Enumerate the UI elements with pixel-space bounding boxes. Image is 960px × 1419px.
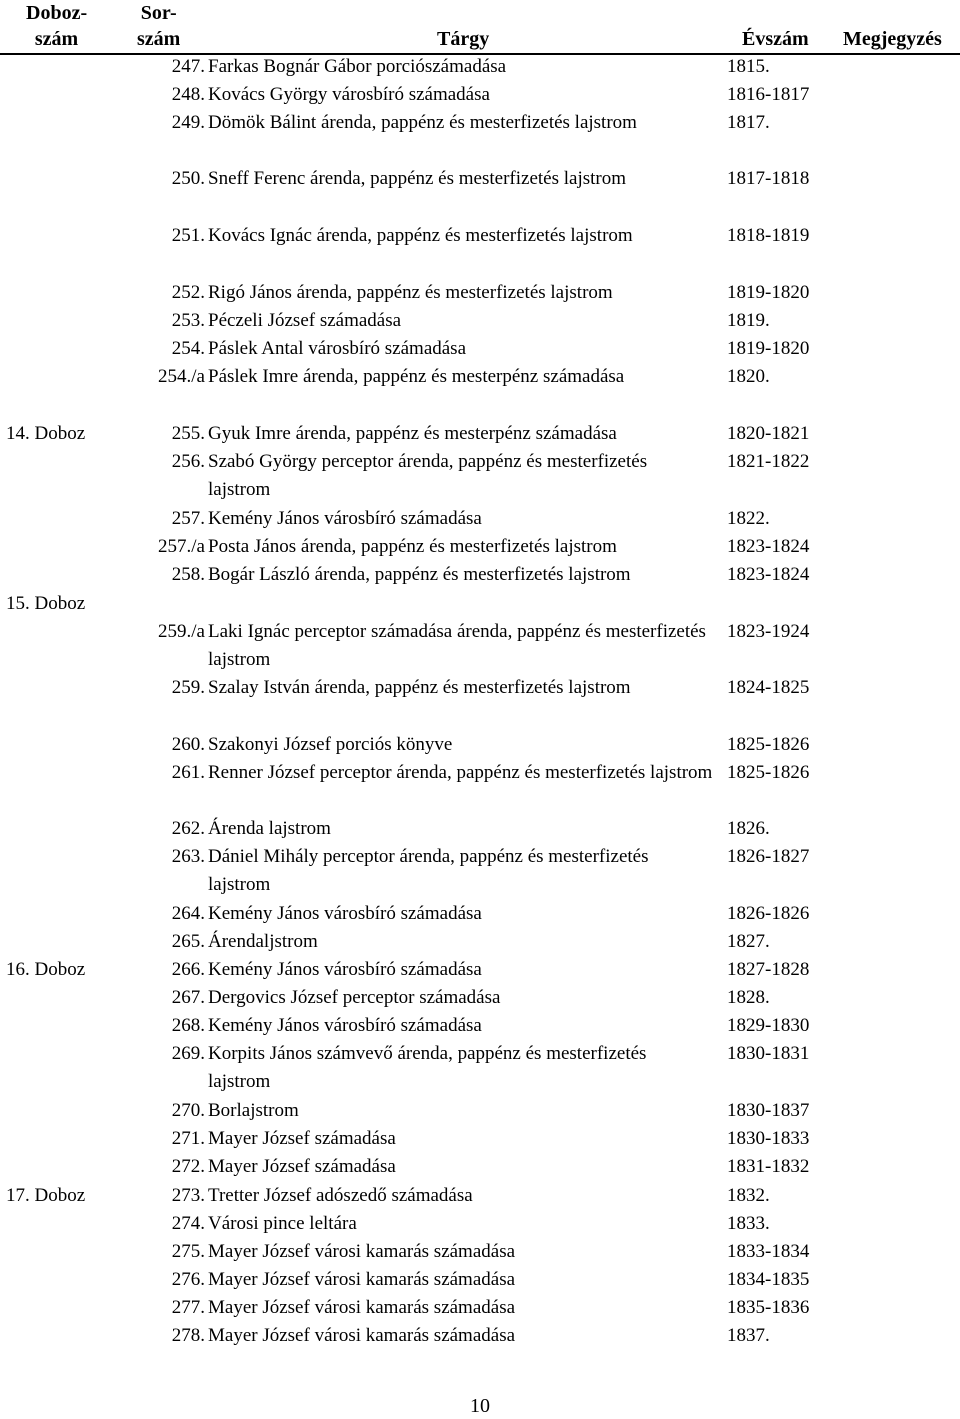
row-subject: Dániel Mihály perceptor árenda, pappénz és mesterfizetés lajstrom	[208, 846, 649, 895]
row-year: 1835-1836	[727, 1297, 810, 1318]
row-year: 1832.	[727, 1185, 770, 1206]
row-number: 255.	[171, 423, 205, 444]
header-seq-line1: Sor-	[140, 2, 177, 24]
header-note: Megjegyzés	[843, 28, 942, 50]
row-year: 1829-1830	[727, 1015, 810, 1036]
row-year: 1833-1834	[727, 1241, 810, 1262]
row-year: 1821-1822	[727, 451, 810, 472]
page-number: 10	[470, 1395, 490, 1417]
row-number: 258.	[171, 564, 205, 585]
row-year: 1824-1825	[727, 677, 810, 698]
box-label: 15. Doboz	[6, 593, 86, 614]
row-number: 252.	[171, 282, 205, 303]
row-year: 1830-1833	[727, 1128, 810, 1149]
row-number: 267.	[171, 987, 205, 1008]
row-number: 259.	[171, 677, 205, 698]
row-number: 260.	[171, 734, 205, 755]
row-subject: Péczeli József számadása	[208, 310, 402, 331]
row-subject: Sneff Ferenc árenda, pappénz és mesterfizetés lajstrom	[208, 168, 626, 189]
row-subject: Renner József perceptor árenda, pappénz és mesterfizetés lajstrom	[208, 762, 713, 783]
row-number: 254./a	[158, 366, 205, 387]
row-number: 250.	[171, 168, 205, 189]
row-number: 257.	[171, 508, 205, 529]
row-year: 1826-1826	[727, 903, 810, 924]
row-number: 253.	[171, 310, 205, 331]
row-subject: Laki Ignác perceptor számadása árenda, pappénz és mesterfizetés lajstrom	[208, 621, 706, 670]
row-year: 1825-1826	[727, 734, 810, 755]
row-number: 256.	[171, 451, 205, 472]
row-number: 261.	[171, 762, 205, 783]
header-box-col	[26, 0, 87, 52]
row-number: 265.	[171, 931, 205, 952]
header-seq-line2: szám	[137, 28, 181, 50]
row-subject: Mayer József városi kamarás számadása	[208, 1269, 516, 1290]
row-subject: Kemény János városbíró számadása	[208, 903, 482, 924]
row-number: 269.	[171, 1043, 205, 1064]
row-year: 1830-1831	[727, 1043, 810, 1064]
row-number: 276.	[171, 1269, 205, 1290]
row-number: 248.	[171, 84, 205, 105]
row-subject: Bogár László árenda, pappénz és mesterfizetés lajstrom	[208, 564, 631, 585]
header-box-line2: szám	[34, 28, 79, 50]
row-number: 266.	[171, 959, 205, 980]
row-number: 257./a	[158, 536, 205, 557]
row-number: 249.	[171, 112, 205, 133]
row-number: 262.	[171, 818, 205, 839]
row-year: 1819-1820	[727, 282, 810, 303]
row-number: 272.	[171, 1156, 205, 1177]
row-year: 1827.	[727, 931, 770, 952]
row-number: 270.	[171, 1100, 205, 1121]
row-subject: Tretter József adószedő számadása	[208, 1185, 473, 1206]
header-seq-col	[137, 0, 180, 52]
row-year: 1819.	[727, 310, 770, 331]
row-year: 1833.	[727, 1213, 770, 1234]
row-subject: Városi pince leltára	[208, 1213, 357, 1234]
row-number: 251.	[171, 225, 205, 246]
row-year: 1815.	[727, 56, 770, 77]
box-label: 14. Doboz	[6, 423, 86, 444]
row-subject: Posta János árenda, pappénz és mesterfizetés lajstrom	[208, 536, 617, 557]
row-subject: Korpits János számvevő árenda, pappénz és mesterfizetés lajstrom	[208, 1043, 647, 1092]
row-year: 1826.	[727, 818, 770, 839]
row-subject: Páslek Imre árenda, pappénz és mesterpénz számadása	[208, 366, 625, 387]
row-number: 271.	[171, 1128, 205, 1149]
row-year: 1825-1826	[727, 762, 810, 783]
row-year: 1818-1819	[727, 225, 810, 246]
row-year: 1817-1818	[727, 168, 810, 189]
row-year: 1826-1827	[727, 846, 810, 867]
row-subject: Farkas Bognár Gábor porciószámadása	[208, 56, 507, 77]
box-label: 17. Doboz	[6, 1185, 86, 1206]
row-number: 247.	[171, 56, 205, 77]
row-subject: Kemény János városbíró számadása	[208, 959, 482, 980]
row-year: 1823-1824	[727, 536, 810, 557]
row-year: 1837.	[727, 1325, 770, 1346]
row-number: 268.	[171, 1015, 205, 1036]
row-subject: Dergovics József perceptor számadása	[208, 987, 501, 1008]
row-subject: Páslek Antal városbíró számadása	[208, 338, 467, 359]
row-subject: Dömök Bálint árenda, pappénz és mesterfizetés lajstrom	[208, 112, 637, 133]
row-year: 1820-1821	[727, 423, 810, 444]
row-number: 264.	[171, 903, 205, 924]
row-number: 273.	[171, 1185, 205, 1206]
box-label: 16. Doboz	[6, 959, 86, 980]
row-year: 1823-1924	[727, 621, 810, 642]
row-subject: Árenda lajstrom	[208, 818, 331, 839]
row-number: 274.	[171, 1213, 205, 1234]
row-number: 277.	[171, 1297, 205, 1318]
row-year: 1820.	[727, 366, 770, 387]
row-subject: Rigó János árenda, pappénz és mesterfizetés lajstrom	[208, 282, 613, 303]
row-year: 1823-1824	[727, 564, 810, 585]
row-subject: Borlajstrom	[208, 1100, 299, 1121]
row-subject: Kovács György városbíró számadása	[208, 84, 490, 105]
row-subject: Szakonyi József porciós könyve	[208, 734, 453, 755]
row-year: 1822.	[727, 508, 770, 529]
header-subject: Tárgy	[437, 28, 490, 50]
row-number: 263.	[171, 846, 205, 867]
header-year: Évszám	[742, 28, 809, 50]
row-year: 1834-1835	[727, 1269, 810, 1290]
row-subject: Szabó György perceptor árenda, pappénz és mesterfizetés lajstrom	[208, 451, 648, 500]
row-year: 1827-1828	[727, 959, 810, 980]
header-box-line1: Doboz-	[26, 2, 88, 24]
row-subject: Mayer József számadása	[208, 1156, 396, 1177]
row-number: 254.	[171, 338, 205, 359]
row-year: 1828.	[727, 987, 770, 1008]
row-number: 275.	[171, 1241, 205, 1262]
row-subject: Kemény János városbíró számadása	[208, 1015, 482, 1036]
row-subject: Mayer József városi kamarás számadása	[208, 1297, 516, 1318]
row-year: 1831-1832	[727, 1156, 810, 1177]
row-subject: Mayer József városi kamarás számadása	[208, 1241, 516, 1262]
row-subject: Kovács Ignác árenda, pappénz és mesterfizetés lajstrom	[208, 225, 633, 246]
row-subject: Szalay István árenda, pappénz és mesterfizetés lajstrom	[208, 677, 631, 698]
row-subject: Kemény János városbíró számadása	[208, 508, 482, 529]
row-subject: Mayer József városi kamarás számadása	[208, 1325, 516, 1346]
row-year: 1816-1817	[727, 84, 810, 105]
row-year: 1819-1820	[727, 338, 810, 359]
row-year: 1817.	[727, 112, 770, 133]
row-number: 278.	[171, 1325, 205, 1346]
row-year: 1830-1837	[727, 1100, 810, 1121]
row-subject: Gyuk Imre árenda, pappénz és mesterpénz számadása	[208, 423, 617, 444]
row-number: 259./a	[158, 621, 205, 642]
row-subject: Mayer József számadása	[208, 1128, 396, 1149]
row-subject: Árendaljstrom	[208, 931, 318, 952]
